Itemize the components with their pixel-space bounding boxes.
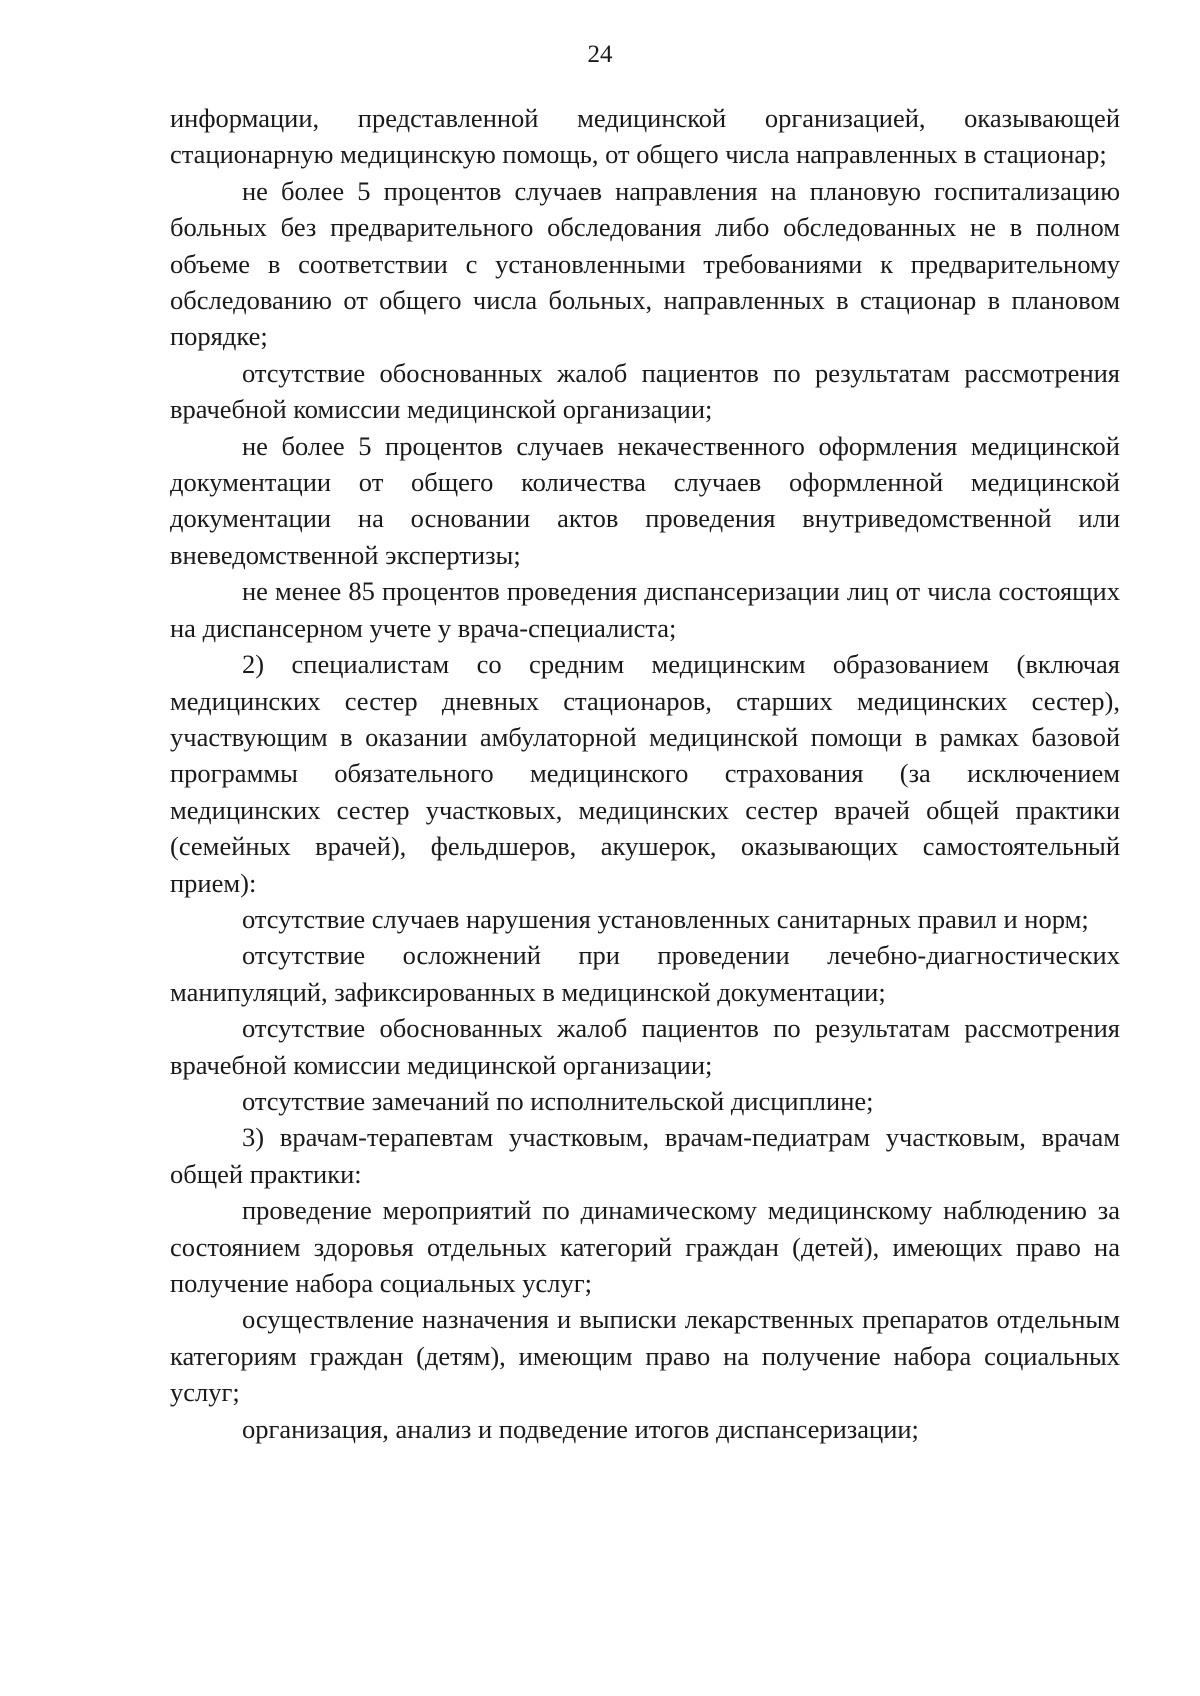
- page-number: 24: [587, 41, 613, 68]
- paragraph: проведение мероприятий по динамическому медицинскому наблюдению за состоянием здоровья отдельных категорий граждан (детей), имеющих право на получение набора социальных услуг;: [170, 1195, 1120, 1298]
- paragraph: организация, анализ и подведение итогов диспансеризации;: [242, 1413, 919, 1444]
- paragraph: не более 5 процентов случаев некачественного оформления медицинской документации от общего количества случаев оформленной медицинской документации на основании актов проведения внутриведомственной или вневедомственной экспертизы;: [170, 430, 1120, 570]
- paragraph: 2) специалистам со средним медицинским образованием (включая медицинских сестер дневных стационаров, старших медицинских сестер), участвующим в оказании амбулаторной медицинской помощи в рамках базовой программы обязательного медицинского страхования (за исключением медицинских сестер участковых, медицинских сестер врачей общей практики (семейных врачей), фельдшеров, акушерок, оказывающих самостоятельный прием):: [170, 649, 1120, 898]
- paragraph: отсутствие обоснованных жалоб пациентов по результатам рассмотрения врачебной комиссии медицинской организации;: [170, 1013, 1120, 1080]
- paragraph: не более 5 процентов случаев направления на плановую госпитализацию больных без предварительного обследования либо обследованных не в полном объеме в соответствии с установленными требованиями к предварительному обследованию от общего числа больных, направленных в стационар в плановом порядке;: [170, 175, 1120, 352]
- paragraph: отсутствие замечаний по исполнительской дисциплине;: [242, 1085, 874, 1116]
- paragraph: не менее 85 процентов проведения диспансеризации лиц от числа состоящих на диспансерном учете у врача-специалиста;: [170, 576, 1120, 643]
- document-body: [170, 100, 1120, 1447]
- paragraph: отсутствие осложнений при проведении лечебно-диагностических манипуляций, зафиксированных в медицинской документации;: [170, 940, 1120, 1007]
- paragraph: 3) врачам-терапевтам участковым, врачам-педиатрам участковым, врачам общей практики:: [170, 1122, 1120, 1189]
- paragraph: осуществление назначения и выписки лекарственных препаратов отдельным категориям граждан (детям), имеющим право на получение набора социальных услуг;: [170, 1304, 1120, 1408]
- paragraph: информации, представленной медицинской организацией, оказывающей стационарную медицинскую помощь, от общего числа направленных в стационар;: [170, 103, 1120, 170]
- paragraph: отсутствие обоснованных жалоб пациентов по результатам рассмотрения врачебной комиссии медицинской организации;: [170, 357, 1120, 425]
- paragraph: отсутствие случаев нарушения установленных санитарных правил и норм;: [242, 903, 1089, 934]
